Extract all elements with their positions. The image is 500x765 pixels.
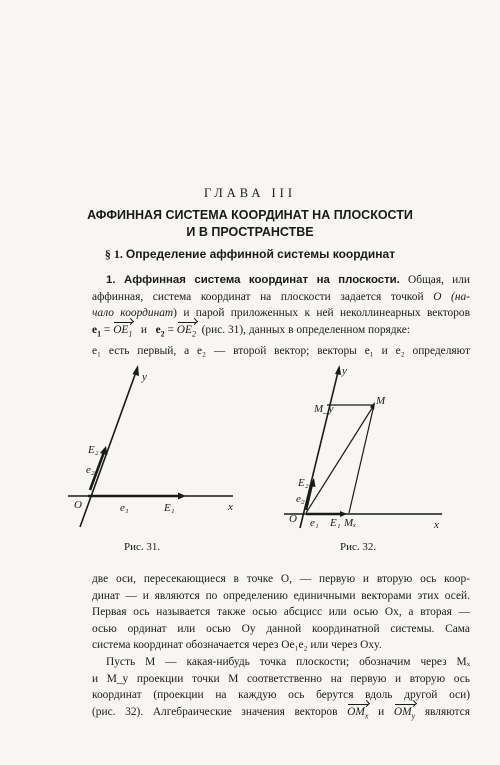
paragraph-1-line-1 [92,272,470,289]
fig32-label-x: x [434,519,439,531]
paragraph-1-line-2 [92,289,470,306]
fig32-label-My: M_y [314,403,334,415]
vector-e1: $e_1$ [92,323,102,339]
paragraph-2-line-2: динат — и являются по определению единичными векторами этих осей. [92,589,470,602]
conjunction-and: и [132,323,156,336]
fig32-label-O: O [289,513,297,525]
fig31-label-e1: e₁ [120,502,129,514]
vector-e2: $e_2$ [155,323,165,339]
fig32-label-e2: e₂ [296,493,305,505]
paragraph-1-line-2-end: (на- [451,290,470,303]
paragraph-2-line-1: две оси, пересекающиеся в точке O, — первую и вторую ось коор- [92,573,470,585]
paragraph-3 [92,654,470,725]
section-number: § 1. [104,247,123,261]
fig31-label-E2: E₂ [88,444,99,456]
chapter-title-line-1: АФФИННАЯ СИСТЕМА КООРДИНАТ НА ПЛОСКОСТИ [87,208,413,222]
paragraph-1-line-1-text: Общая, или [399,274,471,286]
equals-1: = [101,323,114,336]
section-heading [0,247,500,262]
fig32-label-M: M [376,395,386,407]
chapter-title [0,207,500,241]
fig32-label-E2: E₂ [298,477,309,489]
paragraph-3-line-4-text: (рис. 32). Алгебраические значения векторов [92,705,338,718]
fig32-OM-arrowhead [370,402,375,410]
fig31-label-E1: E₁ [164,502,175,514]
vector-OE1: $OE_1$ [113,323,133,339]
paragraph-1-line-5: e₁ есть первый, а e₂ — второй вектор; векторы e₁ и e₂ определяют [92,344,470,357]
fig32-label-E1: E₁ [330,517,341,529]
paragraph-2-line-4: осью ординат или осью Oy данной координатной системы. Сама [92,622,470,635]
paragraph-3-line-4-end: являются [424,705,470,718]
vector-OMx: $OM_x$ [347,705,369,721]
paragraph-1-line-4-text: (рис. 31), данных в определенном порядке: [201,323,411,336]
fig31-label-e2: e₂ [86,464,95,476]
paragraph-3-line-1: Пусть M — какая-нибудь точка плоскости; обозначим через Mₓ [106,656,470,668]
figure-32 [282,362,452,532]
vector-OMx-letters: OM [347,705,365,718]
fig31-e2-arrowhead [100,446,108,455]
paragraph-3-line-4 [92,704,470,725]
fig31-y-arrowhead [133,365,140,376]
paragraph-1-line-3-text: ) и парой приложенных к ней неколлинеарных векторов [173,307,471,320]
chapter-heading: ГЛАВА III [204,186,296,200]
vector-OMy: $OM_y$ [393,705,416,721]
paragraph-2-line-5: система координат обозначается через Oe₁e₂ или через Oxy. [92,639,382,652]
section-title: Определение аффинной системы координат [125,247,396,261]
paragraph-1-heading: 1. Аффинная система координат на плоскости. [106,274,400,286]
fig32-label-y: y [342,365,347,377]
chapter-title-line-2: И В ПРОСТРАНСТВЕ [186,225,314,239]
equals-2: = [164,323,177,336]
paragraph-1-line-3 [92,305,470,322]
paragraph-1 [92,272,470,359]
fig31-label-x: x [228,501,233,513]
fig32-label-e1: e₁ [310,517,319,529]
fig32-y-arrowhead [335,365,341,375]
paragraph-2 [92,571,470,654]
fig31-e1-arrowhead [178,493,186,500]
figure-32-caption: Рис. 32. [340,541,377,553]
paragraph-1-line-2-text: аффинная, система координат на плоскости задается точкой [92,290,424,303]
vector-OMy-letters: OM [393,705,412,718]
figure-31 [68,362,248,532]
vector-OE2: $OE_2$ [176,323,196,339]
conjunction-and-2: и [378,705,385,718]
paragraph-3-line-3: координат (проекции на каждую ось берутся вдоль другой оси) [92,689,470,702]
vector-OE2-letters: OE [176,323,192,336]
paragraph-2-line-3: Первая ось называется также осью абсцисс или осью Ox, а вторая — [92,606,470,619]
origin-term: чало координат [92,307,174,320]
fig31-label-y: y [142,371,147,383]
fig31-label-O: O [74,499,82,511]
vector-OE1-letters: OE [113,323,129,336]
fig32-label-Mx: Mₓ [344,517,357,529]
origin-symbol: O [433,290,442,303]
fig32-projection-M-Mx [349,405,374,513]
fig32-y-axis [300,372,338,528]
figure-31-caption: Рис. 31. [124,541,161,553]
paragraph-1-line-4 [92,322,470,343]
vector-e2-letter: e [155,323,161,336]
vector-e1-letter: e [92,323,98,336]
paragraph-3-line-2: и M_y проекции точки M соответственно на первую и вторую ось [92,672,470,685]
